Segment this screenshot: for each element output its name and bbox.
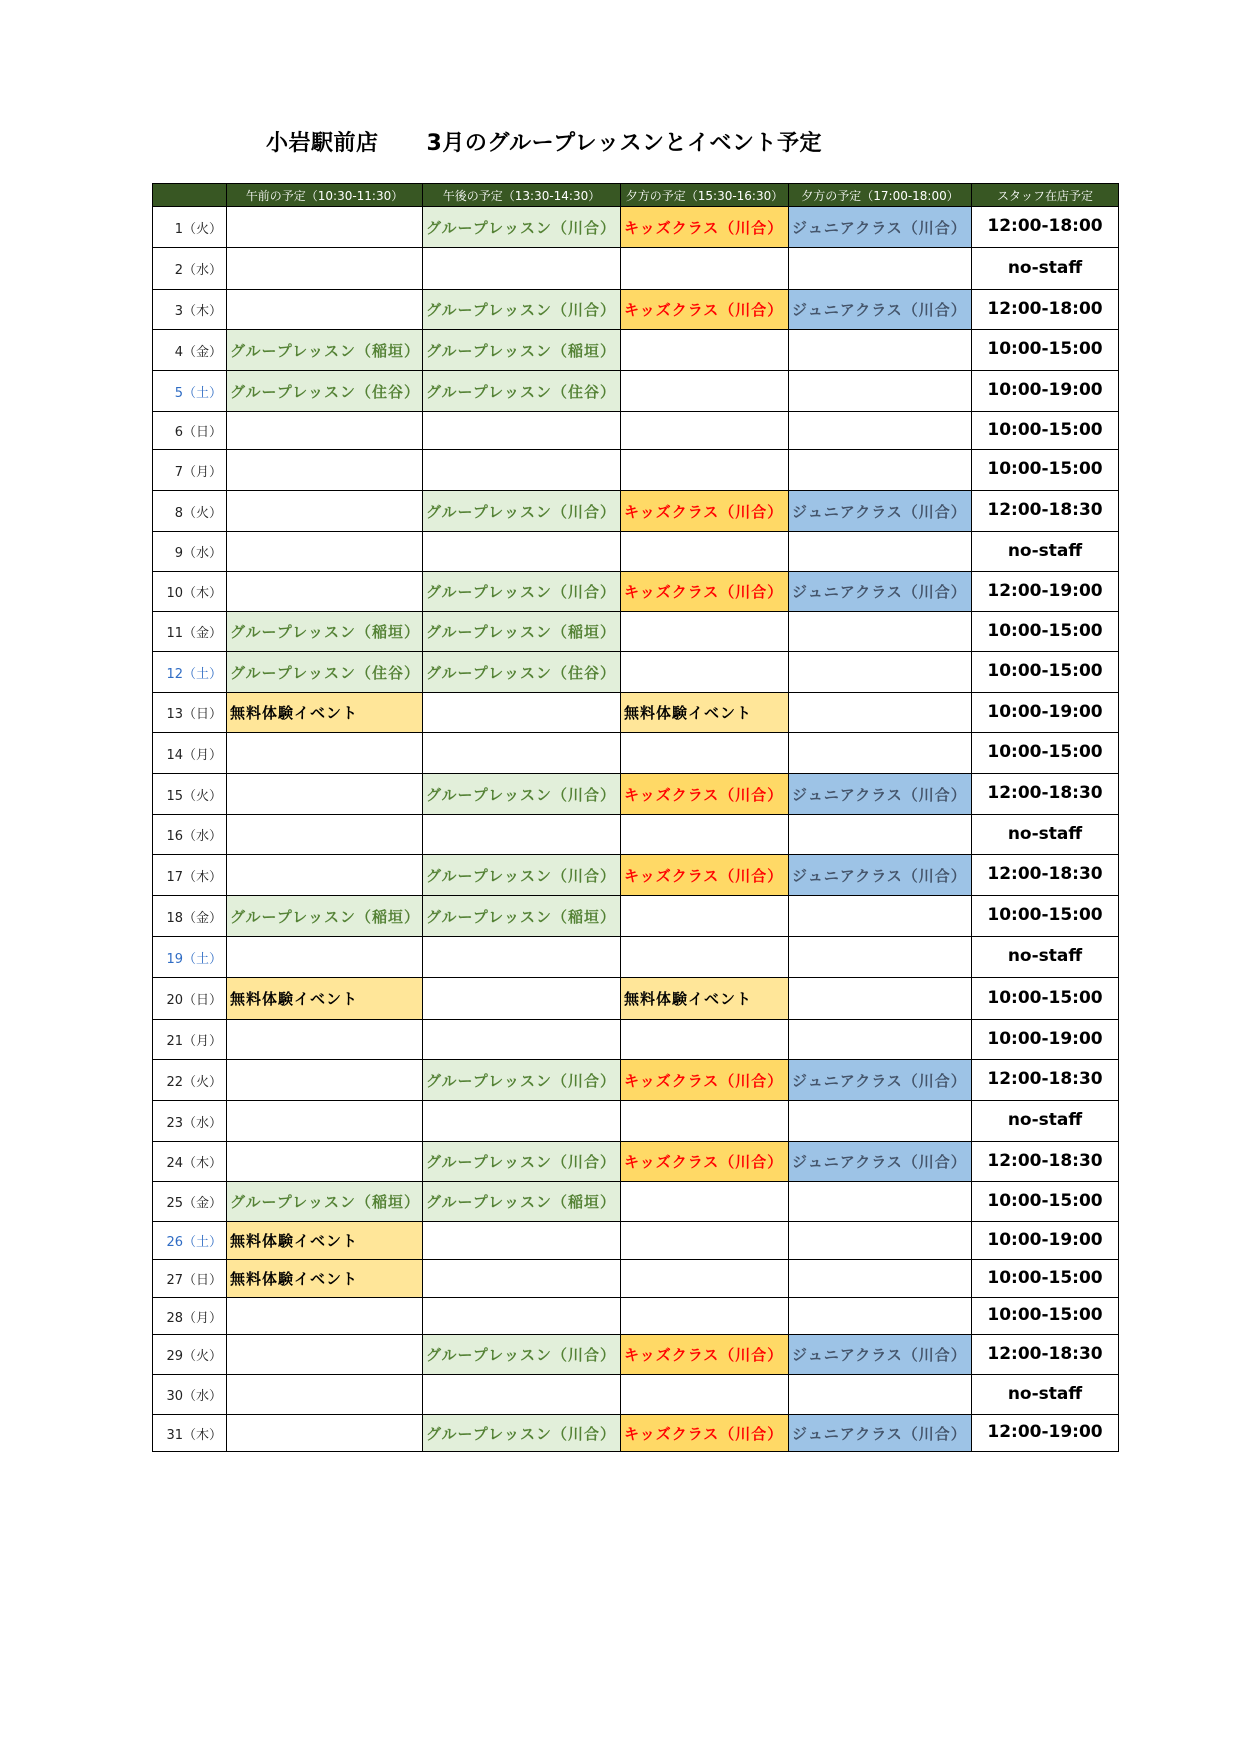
table-row: [153, 1060, 1119, 1101]
evening-1-slot: [621, 1182, 789, 1222]
morning-slot: [227, 1415, 423, 1452]
afternoon-slot: [423, 733, 621, 774]
afternoon-slot: グループレッスン（川合）: [423, 1060, 621, 1101]
afternoon-slot: グループレッスン（川合）: [423, 855, 621, 896]
date-cell: 21（月）: [153, 1020, 227, 1060]
date-cell: 10（木）: [153, 572, 227, 612]
morning-slot: グループレッスン（稲垣）: [227, 896, 423, 937]
morning-slot: [227, 532, 423, 572]
morning-slot: [227, 290, 423, 330]
evening-2-slot: ジュニアクラス（川合）: [789, 572, 972, 612]
date-cell: 23（水）: [153, 1101, 227, 1142]
date-cell: 4（金）: [153, 330, 227, 371]
morning-slot: [227, 1060, 423, 1101]
evening-1-slot: キッズクラス（川合）: [621, 290, 789, 330]
morning-slot: [227, 1142, 423, 1182]
table-row: [153, 937, 1119, 978]
evening-2-slot: [789, 1020, 972, 1060]
date-cell: 30（水）: [153, 1375, 227, 1415]
afternoon-slot: [423, 978, 621, 1020]
evening-1-slot: [621, 371, 789, 412]
evening-1-slot: [621, 815, 789, 855]
date-cell: 19（土）: [153, 937, 227, 978]
evening-1-slot: キッズクラス（川合）: [621, 1415, 789, 1452]
staff-hours-cell: 12:00-18:30: [972, 1060, 1119, 1101]
staff-hours-cell: no-staff: [972, 532, 1119, 572]
evening-2-slot: [789, 652, 972, 693]
table-row: [153, 1222, 1119, 1260]
table-row: [153, 1260, 1119, 1298]
table-row: [153, 733, 1119, 774]
staff-hours-cell: 12:00-18:30: [972, 774, 1119, 815]
table-row: [153, 1298, 1119, 1335]
date-cell: 14（月）: [153, 733, 227, 774]
staff-hours-cell: 12:00-18:30: [972, 1335, 1119, 1375]
table-row: [153, 1335, 1119, 1375]
afternoon-slot: グループレッスン（稲垣）: [423, 612, 621, 652]
morning-slot: [227, 1298, 423, 1335]
evening-1-slot: [621, 248, 789, 290]
afternoon-slot: [423, 1020, 621, 1060]
afternoon-slot: [423, 412, 621, 450]
afternoon-slot: グループレッスン（川合）: [423, 207, 621, 248]
evening-1-slot: キッズクラス（川合）: [621, 572, 789, 612]
staff-hours-cell: 12:00-18:30: [972, 1142, 1119, 1182]
evening-2-slot: [789, 1101, 972, 1142]
evening-1-slot: [621, 652, 789, 693]
table-header-row: [153, 184, 1119, 207]
afternoon-slot: グループレッスン（川合）: [423, 491, 621, 532]
evening-1-slot: キッズクラス（川合）: [621, 1060, 789, 1101]
date-cell: 31（木）: [153, 1415, 227, 1452]
table-row: [153, 612, 1119, 652]
evening-1-slot: キッズクラス（川合）: [621, 1142, 789, 1182]
table-row: [153, 1182, 1119, 1222]
morning-slot: [227, 491, 423, 532]
morning-slot: 無料体験イベント: [227, 693, 423, 733]
page-title: [266, 126, 822, 157]
morning-slot: 無料体験イベント: [227, 1222, 423, 1260]
morning-slot: グループレッスン（稲垣）: [227, 330, 423, 371]
table-row: [153, 450, 1119, 491]
evening-1-slot: [621, 532, 789, 572]
table-row: [153, 1375, 1119, 1415]
staff-hours-cell: no-staff: [972, 248, 1119, 290]
evening-2-slot: [789, 693, 972, 733]
date-cell: 2（水）: [153, 248, 227, 290]
staff-hours-cell: 10:00-15:00: [972, 1182, 1119, 1222]
table-row: [153, 774, 1119, 815]
staff-hours-cell: 10:00-15:00: [972, 652, 1119, 693]
afternoon-slot: グループレッスン（川合）: [423, 774, 621, 815]
morning-slot: [227, 1101, 423, 1142]
staff-hours-cell: 12:00-18:30: [972, 491, 1119, 532]
evening-2-slot: [789, 450, 972, 491]
evening-1-slot: キッズクラス（川合）: [621, 207, 789, 248]
evening-1-slot: [621, 937, 789, 978]
evening-2-slot: ジュニアクラス（川合）: [789, 1142, 972, 1182]
table-row: [153, 896, 1119, 937]
afternoon-slot: グループレッスン（川合）: [423, 1142, 621, 1182]
staff-hours-cell: 10:00-15:00: [972, 612, 1119, 652]
afternoon-slot: [423, 532, 621, 572]
date-cell: 26（土）: [153, 1222, 227, 1260]
evening-1-slot: [621, 1222, 789, 1260]
evening-2-slot: [789, 815, 972, 855]
table-row: [153, 978, 1119, 1020]
date-cell: 17（木）: [153, 855, 227, 896]
morning-slot: [227, 1335, 423, 1375]
afternoon-slot: [423, 693, 621, 733]
evening-1-slot: [621, 450, 789, 491]
evening-2-slot: ジュニアクラス（川合）: [789, 855, 972, 896]
staff-hours-cell: no-staff: [972, 1375, 1119, 1415]
column-header-date: [153, 184, 227, 207]
afternoon-slot: [423, 1222, 621, 1260]
date-cell: 29（火）: [153, 1335, 227, 1375]
staff-hours-cell: 10:00-19:00: [972, 1020, 1119, 1060]
morning-slot: [227, 412, 423, 450]
evening-2-slot: [789, 248, 972, 290]
morning-slot: [227, 1375, 423, 1415]
evening-2-slot: [789, 937, 972, 978]
evening-1-slot: キッズクラス（川合）: [621, 491, 789, 532]
evening-2-slot: ジュニアクラス（川合）: [789, 207, 972, 248]
table-row: [153, 412, 1119, 450]
table-row: [153, 491, 1119, 532]
evening-2-slot: [789, 733, 972, 774]
morning-slot: [227, 207, 423, 248]
evening-2-slot: [789, 412, 972, 450]
evening-1-slot: キッズクラス（川合）: [621, 774, 789, 815]
staff-hours-cell: 10:00-15:00: [972, 450, 1119, 491]
morning-slot: [227, 815, 423, 855]
afternoon-slot: [423, 1298, 621, 1335]
afternoon-slot: [423, 815, 621, 855]
column-header-evening-1: 夕方の予定（15:30-16:30）: [621, 184, 789, 207]
evening-2-slot: [789, 371, 972, 412]
date-cell: 7（月）: [153, 450, 227, 491]
date-cell: 15（火）: [153, 774, 227, 815]
staff-hours-cell: 12:00-18:00: [972, 290, 1119, 330]
staff-hours-cell: 10:00-19:00: [972, 371, 1119, 412]
afternoon-slot: グループレッスン（住谷）: [423, 371, 621, 412]
table-row: [153, 1415, 1119, 1452]
table-row: [153, 1101, 1119, 1142]
evening-2-slot: ジュニアクラス（川合）: [789, 290, 972, 330]
staff-hours-cell: 10:00-19:00: [972, 1222, 1119, 1260]
evening-1-slot: [621, 1020, 789, 1060]
schedule-table: [152, 183, 1119, 1452]
evening-1-slot: [621, 1260, 789, 1298]
morning-slot: グループレッスン（住谷）: [227, 652, 423, 693]
staff-hours-cell: 12:00-19:00: [972, 1415, 1119, 1452]
morning-slot: [227, 733, 423, 774]
evening-2-slot: ジュニアクラス（川合）: [789, 491, 972, 532]
date-cell: 25（金）: [153, 1182, 227, 1222]
evening-1-slot: [621, 612, 789, 652]
afternoon-slot: [423, 1260, 621, 1298]
morning-slot: グループレッスン（稲垣）: [227, 1182, 423, 1222]
date-cell: 9（水）: [153, 532, 227, 572]
morning-slot: グループレッスン（住谷）: [227, 371, 423, 412]
table-row: [153, 248, 1119, 290]
date-cell: 13（日）: [153, 693, 227, 733]
staff-hours-cell: 10:00-15:00: [972, 1260, 1119, 1298]
table-row: [153, 290, 1119, 330]
afternoon-slot: グループレッスン（川合）: [423, 572, 621, 612]
afternoon-slot: グループレッスン（稲垣）: [423, 896, 621, 937]
table-row: [153, 1020, 1119, 1060]
evening-1-slot: キッズクラス（川合）: [621, 1335, 789, 1375]
date-cell: 5（土）: [153, 371, 227, 412]
table-row: [153, 532, 1119, 572]
date-cell: 28（月）: [153, 1298, 227, 1335]
morning-slot: [227, 572, 423, 612]
morning-slot: [227, 937, 423, 978]
column-header-staff: スタッフ在店予定: [972, 184, 1119, 207]
table-row: [153, 371, 1119, 412]
morning-slot: 無料体験イベント: [227, 1260, 423, 1298]
column-header-morning: 午前の予定（10:30-11:30）: [227, 184, 423, 207]
date-cell: 22（火）: [153, 1060, 227, 1101]
table-row: [153, 330, 1119, 371]
afternoon-slot: [423, 937, 621, 978]
column-header-evening-2: 夕方の予定（17:00-18:00）: [789, 184, 972, 207]
evening-1-slot: [621, 896, 789, 937]
date-cell: 24（木）: [153, 1142, 227, 1182]
table-row: [153, 572, 1119, 612]
staff-hours-cell: no-staff: [972, 1101, 1119, 1142]
date-cell: 12（土）: [153, 652, 227, 693]
evening-2-slot: [789, 896, 972, 937]
table-row: [153, 855, 1119, 896]
table-row: [153, 207, 1119, 248]
date-cell: 3（木）: [153, 290, 227, 330]
staff-hours-cell: 10:00-15:00: [972, 412, 1119, 450]
evening-2-slot: [789, 330, 972, 371]
evening-1-slot: [621, 412, 789, 450]
staff-hours-cell: 12:00-18:00: [972, 207, 1119, 248]
afternoon-slot: グループレッスン（稲垣）: [423, 1182, 621, 1222]
evening-2-slot: [789, 1375, 972, 1415]
staff-hours-cell: no-staff: [972, 815, 1119, 855]
morning-slot: [227, 248, 423, 290]
afternoon-slot: [423, 450, 621, 491]
date-cell: 6（日）: [153, 412, 227, 450]
evening-1-slot: [621, 1298, 789, 1335]
morning-slot: [227, 1020, 423, 1060]
afternoon-slot: [423, 1375, 621, 1415]
date-cell: 27（日）: [153, 1260, 227, 1298]
afternoon-slot: グループレッスン（住谷）: [423, 652, 621, 693]
schedule-title: 3月のグループレッスンとイベント予定: [426, 131, 822, 156]
staff-hours-cell: 10:00-15:00: [972, 733, 1119, 774]
afternoon-slot: グループレッスン（稲垣）: [423, 330, 621, 371]
evening-2-slot: [789, 978, 972, 1020]
staff-hours-cell: no-staff: [972, 937, 1119, 978]
store-name: 小岩駅前店: [266, 131, 379, 156]
evening-1-slot: [621, 330, 789, 371]
date-cell: 16（水）: [153, 815, 227, 855]
date-cell: 1（火）: [153, 207, 227, 248]
morning-slot: グループレッスン（稲垣）: [227, 612, 423, 652]
table-row: [153, 1142, 1119, 1182]
evening-1-slot: 無料体験イベント: [621, 693, 789, 733]
evening-1-slot: [621, 733, 789, 774]
staff-hours-cell: 10:00-15:00: [972, 330, 1119, 371]
staff-hours-cell: 10:00-15:00: [972, 978, 1119, 1020]
table-row: [153, 693, 1119, 733]
evening-1-slot: キッズクラス（川合）: [621, 855, 789, 896]
staff-hours-cell: 12:00-18:30: [972, 855, 1119, 896]
date-cell: 20（日）: [153, 978, 227, 1020]
evening-2-slot: [789, 612, 972, 652]
date-cell: 11（金）: [153, 612, 227, 652]
evening-2-slot: [789, 1182, 972, 1222]
staff-hours-cell: 10:00-15:00: [972, 1298, 1119, 1335]
afternoon-slot: グループレッスン（川合）: [423, 290, 621, 330]
afternoon-slot: グループレッスン（川合）: [423, 1415, 621, 1452]
evening-2-slot: [789, 1260, 972, 1298]
evening-2-slot: [789, 532, 972, 572]
evening-2-slot: ジュニアクラス（川合）: [789, 1060, 972, 1101]
table-row: [153, 815, 1119, 855]
evening-2-slot: ジュニアクラス（川合）: [789, 1415, 972, 1452]
morning-slot: [227, 450, 423, 491]
staff-hours-cell: 10:00-19:00: [972, 693, 1119, 733]
staff-hours-cell: 10:00-15:00: [972, 896, 1119, 937]
morning-slot: [227, 855, 423, 896]
date-cell: 18（金）: [153, 896, 227, 937]
afternoon-slot: [423, 1101, 621, 1142]
table-row: [153, 652, 1119, 693]
evening-2-slot: [789, 1222, 972, 1260]
staff-hours-cell: 12:00-19:00: [972, 572, 1119, 612]
evening-2-slot: ジュニアクラス（川合）: [789, 774, 972, 815]
morning-slot: 無料体験イベント: [227, 978, 423, 1020]
evening-2-slot: [789, 1298, 972, 1335]
evening-1-slot: [621, 1375, 789, 1415]
morning-slot: [227, 774, 423, 815]
afternoon-slot: グループレッスン（川合）: [423, 1335, 621, 1375]
evening-1-slot: [621, 1101, 789, 1142]
date-cell: 8（火）: [153, 491, 227, 532]
afternoon-slot: [423, 248, 621, 290]
column-header-afternoon: 午後の予定（13:30-14:30）: [423, 184, 621, 207]
evening-1-slot: 無料体験イベント: [621, 978, 789, 1020]
evening-2-slot: ジュニアクラス（川合）: [789, 1335, 972, 1375]
